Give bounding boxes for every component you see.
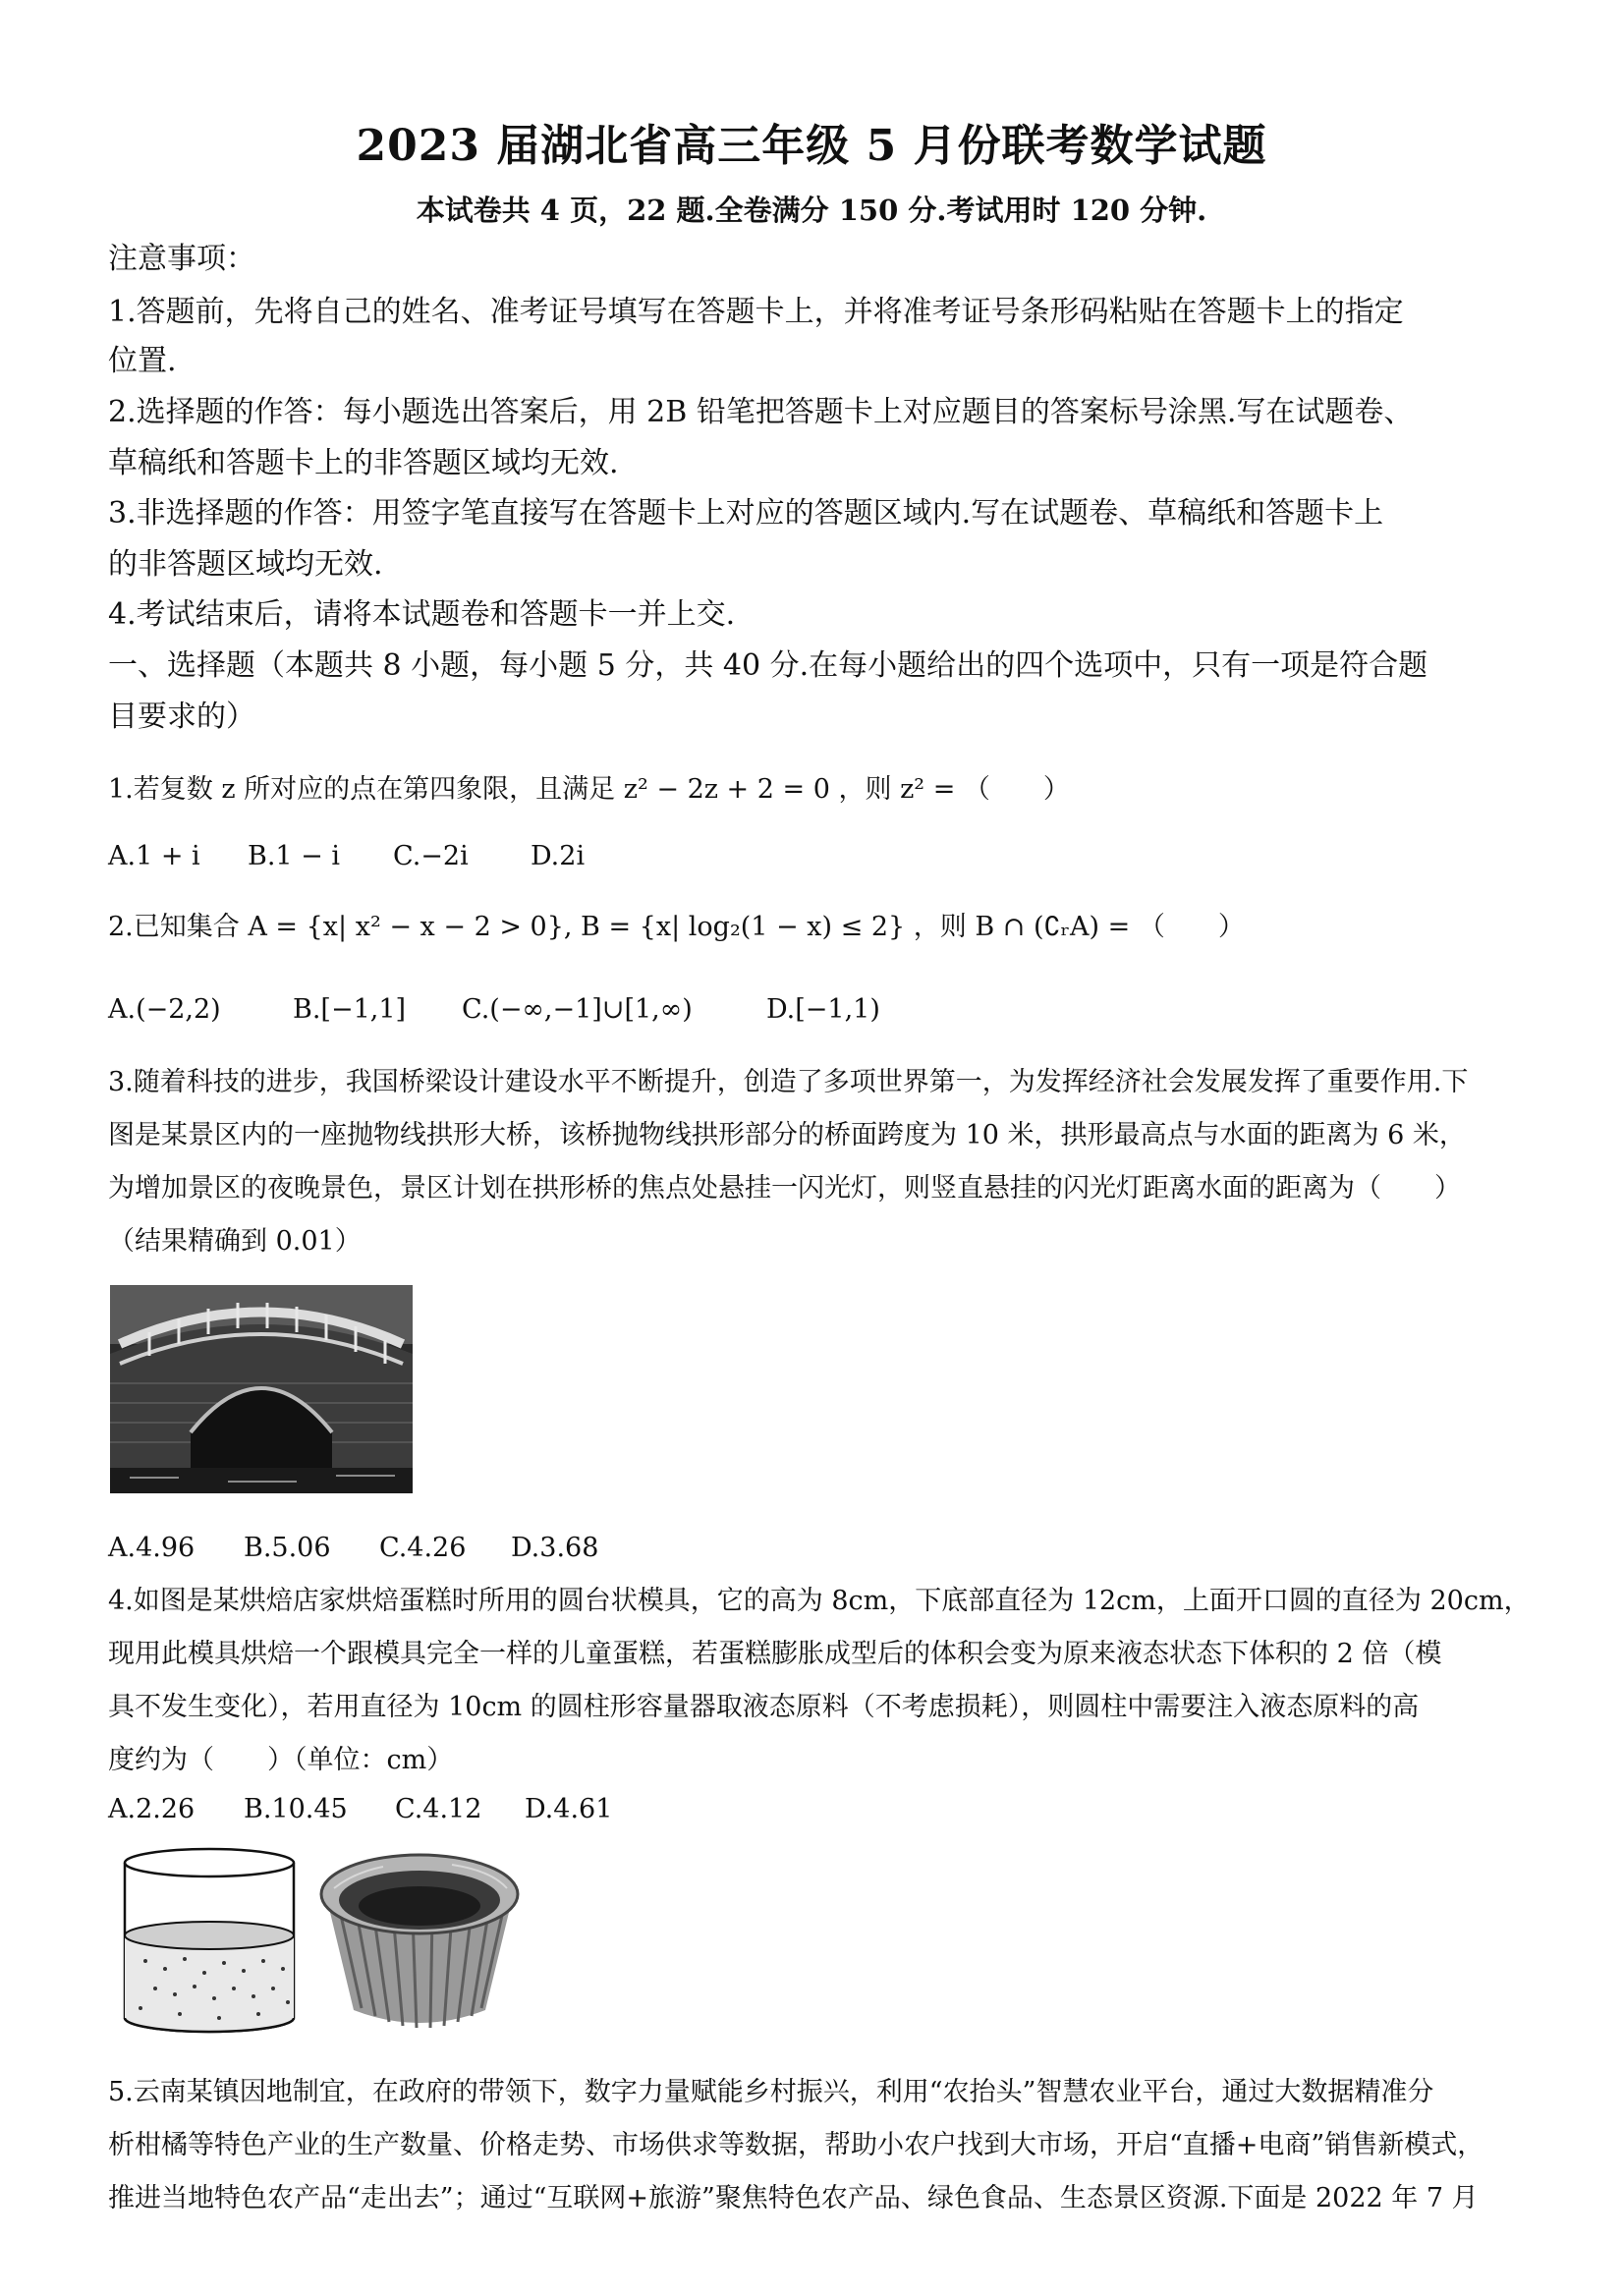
notice-item: 草稿纸和答题卡上的非答题区域均无效. (108, 446, 619, 480)
q3-option-c: C.4.26 (379, 1533, 467, 1563)
q1-option-b: B.1 − i (248, 841, 341, 871)
question-1-text: 1.若复数 z 所对应的点在第四象限，且满足 z² − 2z + 2 = 0 ，则 z² = （ ） (108, 774, 1070, 805)
q4-option-b: B.10.45 (244, 1794, 348, 1824)
notice-item: 3.非选择题的作答：用签字笔直接写在答题卡上对应的答题区域内.写在试题卷、草稿纸和答题卡上 (108, 496, 1384, 531)
question-3-text: 为增加景区的夜晚景色，景区计划在拱形桥的焦点处悬挂一闪光灯，则竖直悬挂的闪光灯距离水面的距离为（ ） (108, 1173, 1461, 1204)
question-5-text: 析柑橘等特色产业的生产数量、价格走势、市场供求等数据，帮助小农户找到大市场，开启“直播+电商”销售新模式， (108, 2130, 1484, 2160)
q2-option-b: B.[−1,1] (293, 994, 407, 1025)
notice-item: 的非答题区域均无效. (108, 547, 383, 582)
arch-bridge-photo (110, 1285, 413, 1493)
notice-item: 位置. (108, 344, 177, 378)
q1-option-c: C.−2i (393, 841, 469, 871)
q2-option-d: D.[−1,1) (766, 994, 880, 1025)
page-title: 2023 届湖北省高三年级 5 月份联考数学试题 (356, 121, 1267, 171)
cylinder-container-figure (116, 1845, 303, 2038)
q1-option-a: A.1 + i (108, 841, 200, 871)
question-4-text: 现用此模具烘焙一个跟模具完全一样的儿童蛋糕，若蛋糕膨胀成型后的体积会变为原来液态状态下体积的 2 倍（模 (108, 1639, 1442, 1669)
question-5-text: 推进当地特色农产品“走出去”；通过“互联网+旅游”聚焦特色农产品、绿色食品、生态景区资源.下面是 2022 年 7 月 (108, 2183, 1479, 2213)
question-3-text: 3.随着科技的进步，我国桥梁设计建设水平不断提升，创造了多项世界第一，为发挥经济社会发展发挥了重要作用.下 (108, 1067, 1469, 1097)
baking-mold-photo (314, 1843, 525, 2036)
section-heading: 目要求的） (108, 700, 255, 734)
notice-item: 4.考试结束后，请将本试题卷和答题卡一并上交. (108, 597, 736, 632)
question-4-text: 度约为（ ）（单位：cm） (108, 1745, 454, 1775)
page-subtitle: 本试卷共 4 页，22 题.全卷满分 150 分.考试用时 120 分钟. (416, 194, 1207, 227)
q4-option-c: C.4.12 (395, 1794, 482, 1824)
notice-item: 1.答题前，先将自己的姓名、准考证号填写在答题卡上，并将准考证号条形码粘贴在答题卡上的指定 (108, 295, 1404, 329)
q3-option-d: D.3.68 (511, 1533, 599, 1563)
question-4-text: 具不发生变化），若用直径为 10cm 的圆柱形容量器取液态原料（不考虑损耗），则圆柱中需要注入液态原料的高 (108, 1692, 1420, 1722)
q3-option-b: B.5.06 (244, 1533, 331, 1563)
q3-option-a: A.4.96 (108, 1533, 196, 1563)
question-2-text: 2.已知集合 A = {x| x² − x − 2 > 0}, B = {x| log₂(1 − x) ≤ 2} ，则 B ∩ (∁ᵣA) = （ ） (108, 912, 1245, 942)
question-5-text: 5.云南某镇因地制宜，在政府的带领下，数字力量赋能乡村振兴，利用“农抬头”智慧农业平台，通过大数据精准分 (108, 2077, 1434, 2107)
notice-item: 2.选择题的作答：每小题选出答案后，用 2B 铅笔把答题卡上对应题目的答案标号涂黑.写在试题卷、 (108, 395, 1414, 429)
q4-option-d: D.4.61 (525, 1794, 613, 1824)
q4-option-a: A.2.26 (108, 1794, 196, 1824)
question-3-text: 图是某景区内的一座抛物线拱形大桥，该桥抛物线拱形部分的桥面跨度为 10 米，拱形最高点与水面的距离为 6 米， (108, 1120, 1466, 1150)
question-4-text: 4.如图是某烘焙店家烘焙蛋糕时所用的圆台状模具，它的高为 8cm，下底部直径为 12cm，上面开口圆的直径为 20cm， (108, 1586, 1531, 1616)
question-3-text: （结果精确到 0.01） (108, 1226, 362, 1257)
notice-heading: 注意事项： (108, 242, 255, 276)
section-heading: 一、选择题（本题共 8 小题，每小题 5 分，共 40 分.在每小题给出的四个选项中，只有一项是符合题 (108, 648, 1428, 683)
q2-option-a: A.(−2,2) (108, 994, 221, 1025)
q1-option-d: D.2i (531, 841, 586, 871)
q2-option-c: C.(−∞,−1]∪[1,∞) (462, 994, 693, 1025)
